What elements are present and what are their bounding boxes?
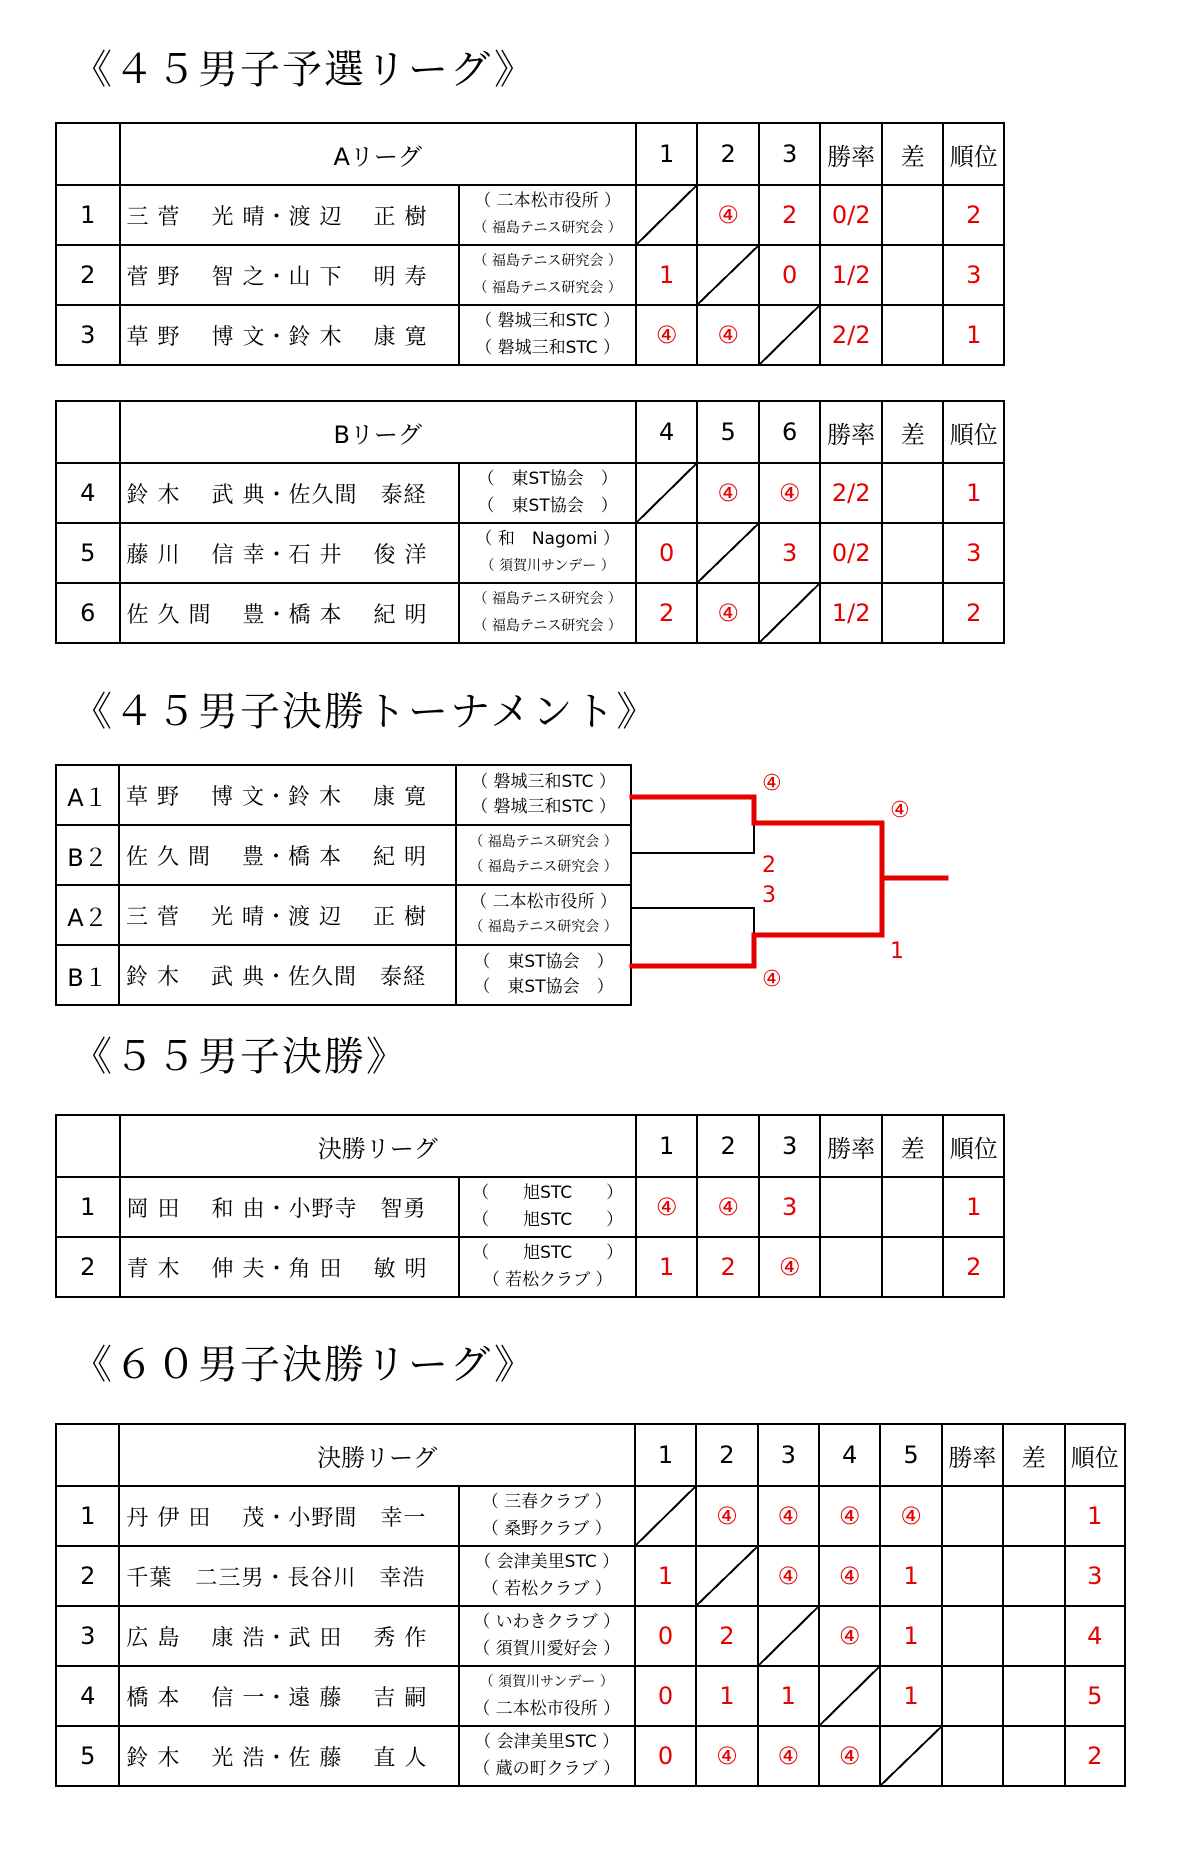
club-name: （ 桑野クラブ ） <box>481 1519 612 1539</box>
league-name: 決勝リーグ <box>119 1424 634 1486</box>
win-rate-cell: 2/2 <box>820 463 882 523</box>
score-cell: 1 <box>696 1666 757 1726</box>
score-cell: 3 <box>759 1177 821 1237</box>
league-name: Aリーグ <box>120 123 636 185</box>
seed-label: B１ <box>56 945 119 1005</box>
club-name: （ 和 Nagomi ） <box>475 529 620 549</box>
bracket-winner-line <box>632 935 754 966</box>
club-cell <box>459 1237 635 1297</box>
header-col: 勝率 <box>820 123 882 185</box>
score-cell: ④ <box>697 463 759 523</box>
club-name: （ 磐城三和STC ） <box>471 797 616 817</box>
score-cell: 2 <box>697 1237 759 1297</box>
score-cell: 1 <box>636 245 698 305</box>
diff-cell <box>882 1177 944 1237</box>
header-col: 差 <box>882 123 944 185</box>
score-cell: ④ <box>696 1726 757 1786</box>
club-name: （ 二本松市役所 ） <box>474 191 622 211</box>
score-cell: 1 <box>636 1237 698 1297</box>
win-rate-cell: 1/2 <box>820 583 882 643</box>
header-col: 4 <box>636 401 698 463</box>
table-row <box>56 1726 1125 1786</box>
section-title-45-prelim: 《４５男子予選リーグ》 <box>72 47 536 93</box>
club-name: （ 須賀川愛好会 ） <box>473 1639 621 1659</box>
score-cell: ④ <box>636 1177 698 1237</box>
club-name: （ 若松クラブ ） <box>481 1579 612 1599</box>
rank-cell: 2 <box>943 185 1004 245</box>
win-rate-cell: 0/2 <box>820 185 882 245</box>
score-cell: ④ <box>880 1486 941 1546</box>
player-pair: 三 菅 光 晴・渡 辺 正 樹 <box>119 885 456 945</box>
score-cell: 0 <box>635 1726 696 1786</box>
league-60-table <box>55 1423 1126 1787</box>
club-name: （ 東ST協会 ） <box>477 496 618 516</box>
table-row <box>56 1546 1125 1606</box>
win-rate-cell <box>942 1726 1003 1786</box>
diff-cell <box>1003 1726 1064 1786</box>
row-number: 2 <box>56 1237 120 1297</box>
club-cell <box>459 1546 635 1606</box>
score-cell: ④ <box>819 1486 880 1546</box>
club-name: （ 福島テニス研究会 ） <box>473 591 622 607</box>
rank-cell: 3 <box>1065 1546 1126 1606</box>
club-name: （ 会津美里STC ） <box>474 1552 620 1572</box>
rank-cell: 2 <box>1065 1726 1126 1786</box>
club-name: （ 若松クラブ ） <box>482 1270 613 1290</box>
club-name: （ 須賀川サンデー ） <box>479 1674 614 1690</box>
table-row <box>56 1606 1125 1666</box>
table-row <box>56 1177 1004 1237</box>
score-cell: 2 <box>759 185 821 245</box>
header-col: 順位 <box>943 401 1004 463</box>
player-pair: 岡 田 和 由・小野寺 智勇 <box>120 1177 460 1237</box>
header-col: 2 <box>697 1115 759 1177</box>
rank-cell: 3 <box>943 523 1004 583</box>
player-pair: 草 野 博 文・鈴 木 康 寛 <box>120 305 460 365</box>
header-col: 1 <box>636 123 698 185</box>
row-number: 2 <box>56 1546 119 1606</box>
club-name: （ 磐城三和STC ） <box>475 311 621 331</box>
bracket-line <box>632 823 754 853</box>
rank-cell: 1 <box>943 1177 1004 1237</box>
header-col: 差 <box>1003 1424 1064 1486</box>
score-cell: ④ <box>819 1546 880 1606</box>
score-cell: 1 <box>635 1546 696 1606</box>
header-col: 5 <box>697 401 759 463</box>
win-rate-cell: 1/2 <box>820 245 882 305</box>
diff-cell <box>1003 1606 1064 1666</box>
rank-cell: 3 <box>943 245 1004 305</box>
score-cell: ④ <box>697 305 759 365</box>
score-cell: 1 <box>880 1606 941 1666</box>
player-pair: 千葉 二三男・長谷川 幸浩 <box>119 1546 458 1606</box>
rank-cell: 1 <box>1065 1486 1126 1546</box>
player-pair: 草 野 博 文・鈴 木 康 寛 <box>119 765 456 825</box>
header-col: 差 <box>882 401 944 463</box>
score-cell: ④ <box>697 583 759 643</box>
header-blank <box>56 1424 119 1486</box>
score-cell: ④ <box>759 1237 821 1297</box>
club-cell <box>459 1486 635 1546</box>
rank-cell: 1 <box>943 463 1004 523</box>
win-rate-cell <box>820 1237 882 1297</box>
win-rate-cell <box>942 1486 1003 1546</box>
club-name: （ 三春クラブ ） <box>481 1492 612 1512</box>
club-name: （ 磐城三和STC ） <box>471 772 616 792</box>
header-col: 5 <box>880 1424 941 1486</box>
win-rate-cell <box>820 1177 882 1237</box>
club-cell <box>459 1726 635 1786</box>
club-name: （ 須賀川サンデー ） <box>480 558 615 574</box>
bracket-line <box>632 908 754 935</box>
row-number: 2 <box>56 245 120 305</box>
header-col: 順位 <box>943 123 1004 185</box>
score-cell: ④ <box>696 1486 757 1546</box>
section-title-55-final: 《５５男子決勝》 <box>72 1034 408 1080</box>
player-pair: 橋 本 信 一・遠 藤 吉 嗣 <box>119 1666 458 1726</box>
header-col: 順位 <box>943 1115 1004 1177</box>
rank-cell: 2 <box>943 583 1004 643</box>
club-name: （ 旭STC ） <box>472 1183 624 1203</box>
bracket-score: ④ <box>762 967 782 992</box>
score-cell: ④ <box>697 1177 759 1237</box>
club-name: （ 旭STC ） <box>472 1210 624 1230</box>
header-col: 4 <box>819 1424 880 1486</box>
player-pair: 藤 川 信 幸・石 井 俊 洋 <box>120 523 460 583</box>
rank-cell: 5 <box>1065 1666 1126 1726</box>
row-number: 5 <box>56 523 120 583</box>
club-name: （ 福島テニス研究会 ） <box>473 220 622 236</box>
score-cell: ④ <box>636 305 698 365</box>
score-cell: 0 <box>759 245 821 305</box>
club-name: （ 蔵の町クラブ ） <box>473 1759 621 1779</box>
player-pair: 佐 久 間 豊・橋 本 紀 明 <box>119 825 456 885</box>
score-cell: 1 <box>758 1666 819 1726</box>
row-number: 3 <box>56 305 120 365</box>
player-pair: 佐 久 間 豊・橋 本 紀 明 <box>120 583 460 643</box>
player-pair: 丹 伊 田 茂・小野間 幸一 <box>119 1486 458 1546</box>
player-pair: 青 木 伸 夫・角 田 敏 明 <box>120 1237 460 1297</box>
club-name: （ いわきクラブ ） <box>473 1612 621 1632</box>
club-name: （ 二本松市役所 ） <box>470 892 617 912</box>
score-cell: 3 <box>759 523 821 583</box>
header-col: 勝率 <box>820 401 882 463</box>
win-rate-cell: 0/2 <box>820 523 882 583</box>
bracket-score: 2 <box>762 853 776 878</box>
score-cell: 2 <box>636 583 698 643</box>
club-name: （ 旭STC ） <box>472 1243 624 1263</box>
club-name: （ 東ST協会 ） <box>477 469 618 489</box>
row-number: 1 <box>56 1177 120 1237</box>
player-pair: 三 菅 光 晴・渡 辺 正 樹 <box>120 185 460 245</box>
table-row <box>56 1237 1004 1297</box>
club-name: （ 東ST協会 ） <box>473 977 614 997</box>
player-pair: 鈴 木 武 典・佐久間 泰経 <box>119 945 456 1005</box>
club-name: （ 福島テニス研究会 ） <box>469 859 618 875</box>
win-rate-cell <box>942 1666 1003 1726</box>
diff-cell <box>1003 1546 1064 1606</box>
table-row <box>56 1486 1125 1546</box>
self-match-cell <box>758 1606 819 1666</box>
score-cell: ④ <box>759 463 821 523</box>
self-match-cell <box>880 1726 941 1786</box>
self-match-cell <box>696 1546 757 1606</box>
header-col: 2 <box>697 123 759 185</box>
section-title-60-final: 《６０男子決勝リーグ》 <box>72 1342 536 1388</box>
header-col: 1 <box>635 1424 696 1486</box>
diff-cell <box>882 1237 944 1297</box>
rank-cell: 2 <box>943 1237 1004 1297</box>
header-col: 順位 <box>1065 1424 1126 1486</box>
rank-cell: 1 <box>943 305 1004 365</box>
score-cell: ④ <box>758 1486 819 1546</box>
score-cell: ④ <box>819 1726 880 1786</box>
score-cell: 1 <box>880 1666 941 1726</box>
club-cell <box>459 1177 635 1237</box>
win-rate-cell <box>942 1606 1003 1666</box>
bracket-score: ④ <box>762 771 782 796</box>
self-match-cell <box>819 1666 880 1726</box>
header-col: 3 <box>758 1424 819 1486</box>
header-blank <box>56 1115 120 1177</box>
score-cell: ④ <box>819 1606 880 1666</box>
table-header <box>56 1424 1125 1486</box>
seed-label: B２ <box>56 825 119 885</box>
score-cell: 0 <box>635 1666 696 1726</box>
row-number: 3 <box>56 1606 119 1666</box>
header-col: 3 <box>759 123 821 185</box>
diff-cell <box>1003 1666 1064 1726</box>
bracket-winner-line <box>632 797 754 823</box>
score-cell: 1 <box>880 1546 941 1606</box>
player-pair: 菅 野 智 之・山 下 明 寿 <box>120 245 460 305</box>
score-cell: ④ <box>697 185 759 245</box>
score-cell: ④ <box>758 1726 819 1786</box>
header-col: 差 <box>882 1115 944 1177</box>
player-pair: 広 島 康 浩・武 田 秀 作 <box>119 1606 458 1666</box>
player-pair: 鈴 木 光 浩・佐 藤 直 人 <box>119 1726 458 1786</box>
club-name: （ 福島テニス研究会 ） <box>469 834 618 850</box>
win-rate-cell <box>942 1546 1003 1606</box>
row-number: 1 <box>56 185 120 245</box>
league-name: 決勝リーグ <box>120 1115 636 1177</box>
club-cell <box>459 1606 635 1666</box>
section-title-45-tournament: 《４５男子決勝トーナメント》 <box>72 689 659 735</box>
diff-cell <box>1003 1486 1064 1546</box>
club-name: （ 福島テニス研究会 ） <box>469 919 618 935</box>
row-number: 5 <box>56 1726 119 1786</box>
league-name: Bリーグ <box>120 401 636 463</box>
player-pair: 鈴 木 武 典・佐久間 泰経 <box>120 463 460 523</box>
header-col: 勝率 <box>820 1115 882 1177</box>
seed-label: A１ <box>56 765 119 825</box>
score-cell: 2 <box>696 1606 757 1666</box>
club-name: （ 磐城三和STC ） <box>475 338 621 358</box>
header-col: 勝率 <box>942 1424 1003 1486</box>
header-col: 3 <box>759 1115 821 1177</box>
header-col: 2 <box>696 1424 757 1486</box>
club-name: （ 東ST協会 ） <box>473 952 614 972</box>
row-number: 6 <box>56 583 120 643</box>
table-row <box>56 1666 1125 1726</box>
club-name: （ 二本松市役所 ） <box>473 1699 621 1719</box>
row-number: 4 <box>56 463 120 523</box>
win-rate-cell: 2/2 <box>820 305 882 365</box>
score-cell: 0 <box>636 523 698 583</box>
bracket-score: 1 <box>890 939 904 964</box>
seed-label: A２ <box>56 885 119 945</box>
rank-cell: 4 <box>1065 1606 1126 1666</box>
club-name: （ 福島テニス研究会 ） <box>473 618 622 634</box>
row-number: 4 <box>56 1666 119 1726</box>
club-name: （ 福島テニス研究会 ） <box>473 280 622 296</box>
score-cell: ④ <box>758 1546 819 1606</box>
league-55-table <box>55 1114 1005 1298</box>
header-col: 1 <box>636 1115 698 1177</box>
row-number: 1 <box>56 1486 119 1546</box>
header-col: 6 <box>759 401 821 463</box>
table-header <box>56 1115 1004 1177</box>
bracket-score: ④ <box>890 798 910 823</box>
self-match-cell <box>635 1486 696 1546</box>
club-cell <box>459 1666 635 1726</box>
score-cell: 0 <box>635 1606 696 1666</box>
club-name: （ 会津美里STC ） <box>474 1732 620 1752</box>
club-name: （ 福島テニス研究会 ） <box>473 253 622 269</box>
bracket-score: 3 <box>762 883 776 908</box>
